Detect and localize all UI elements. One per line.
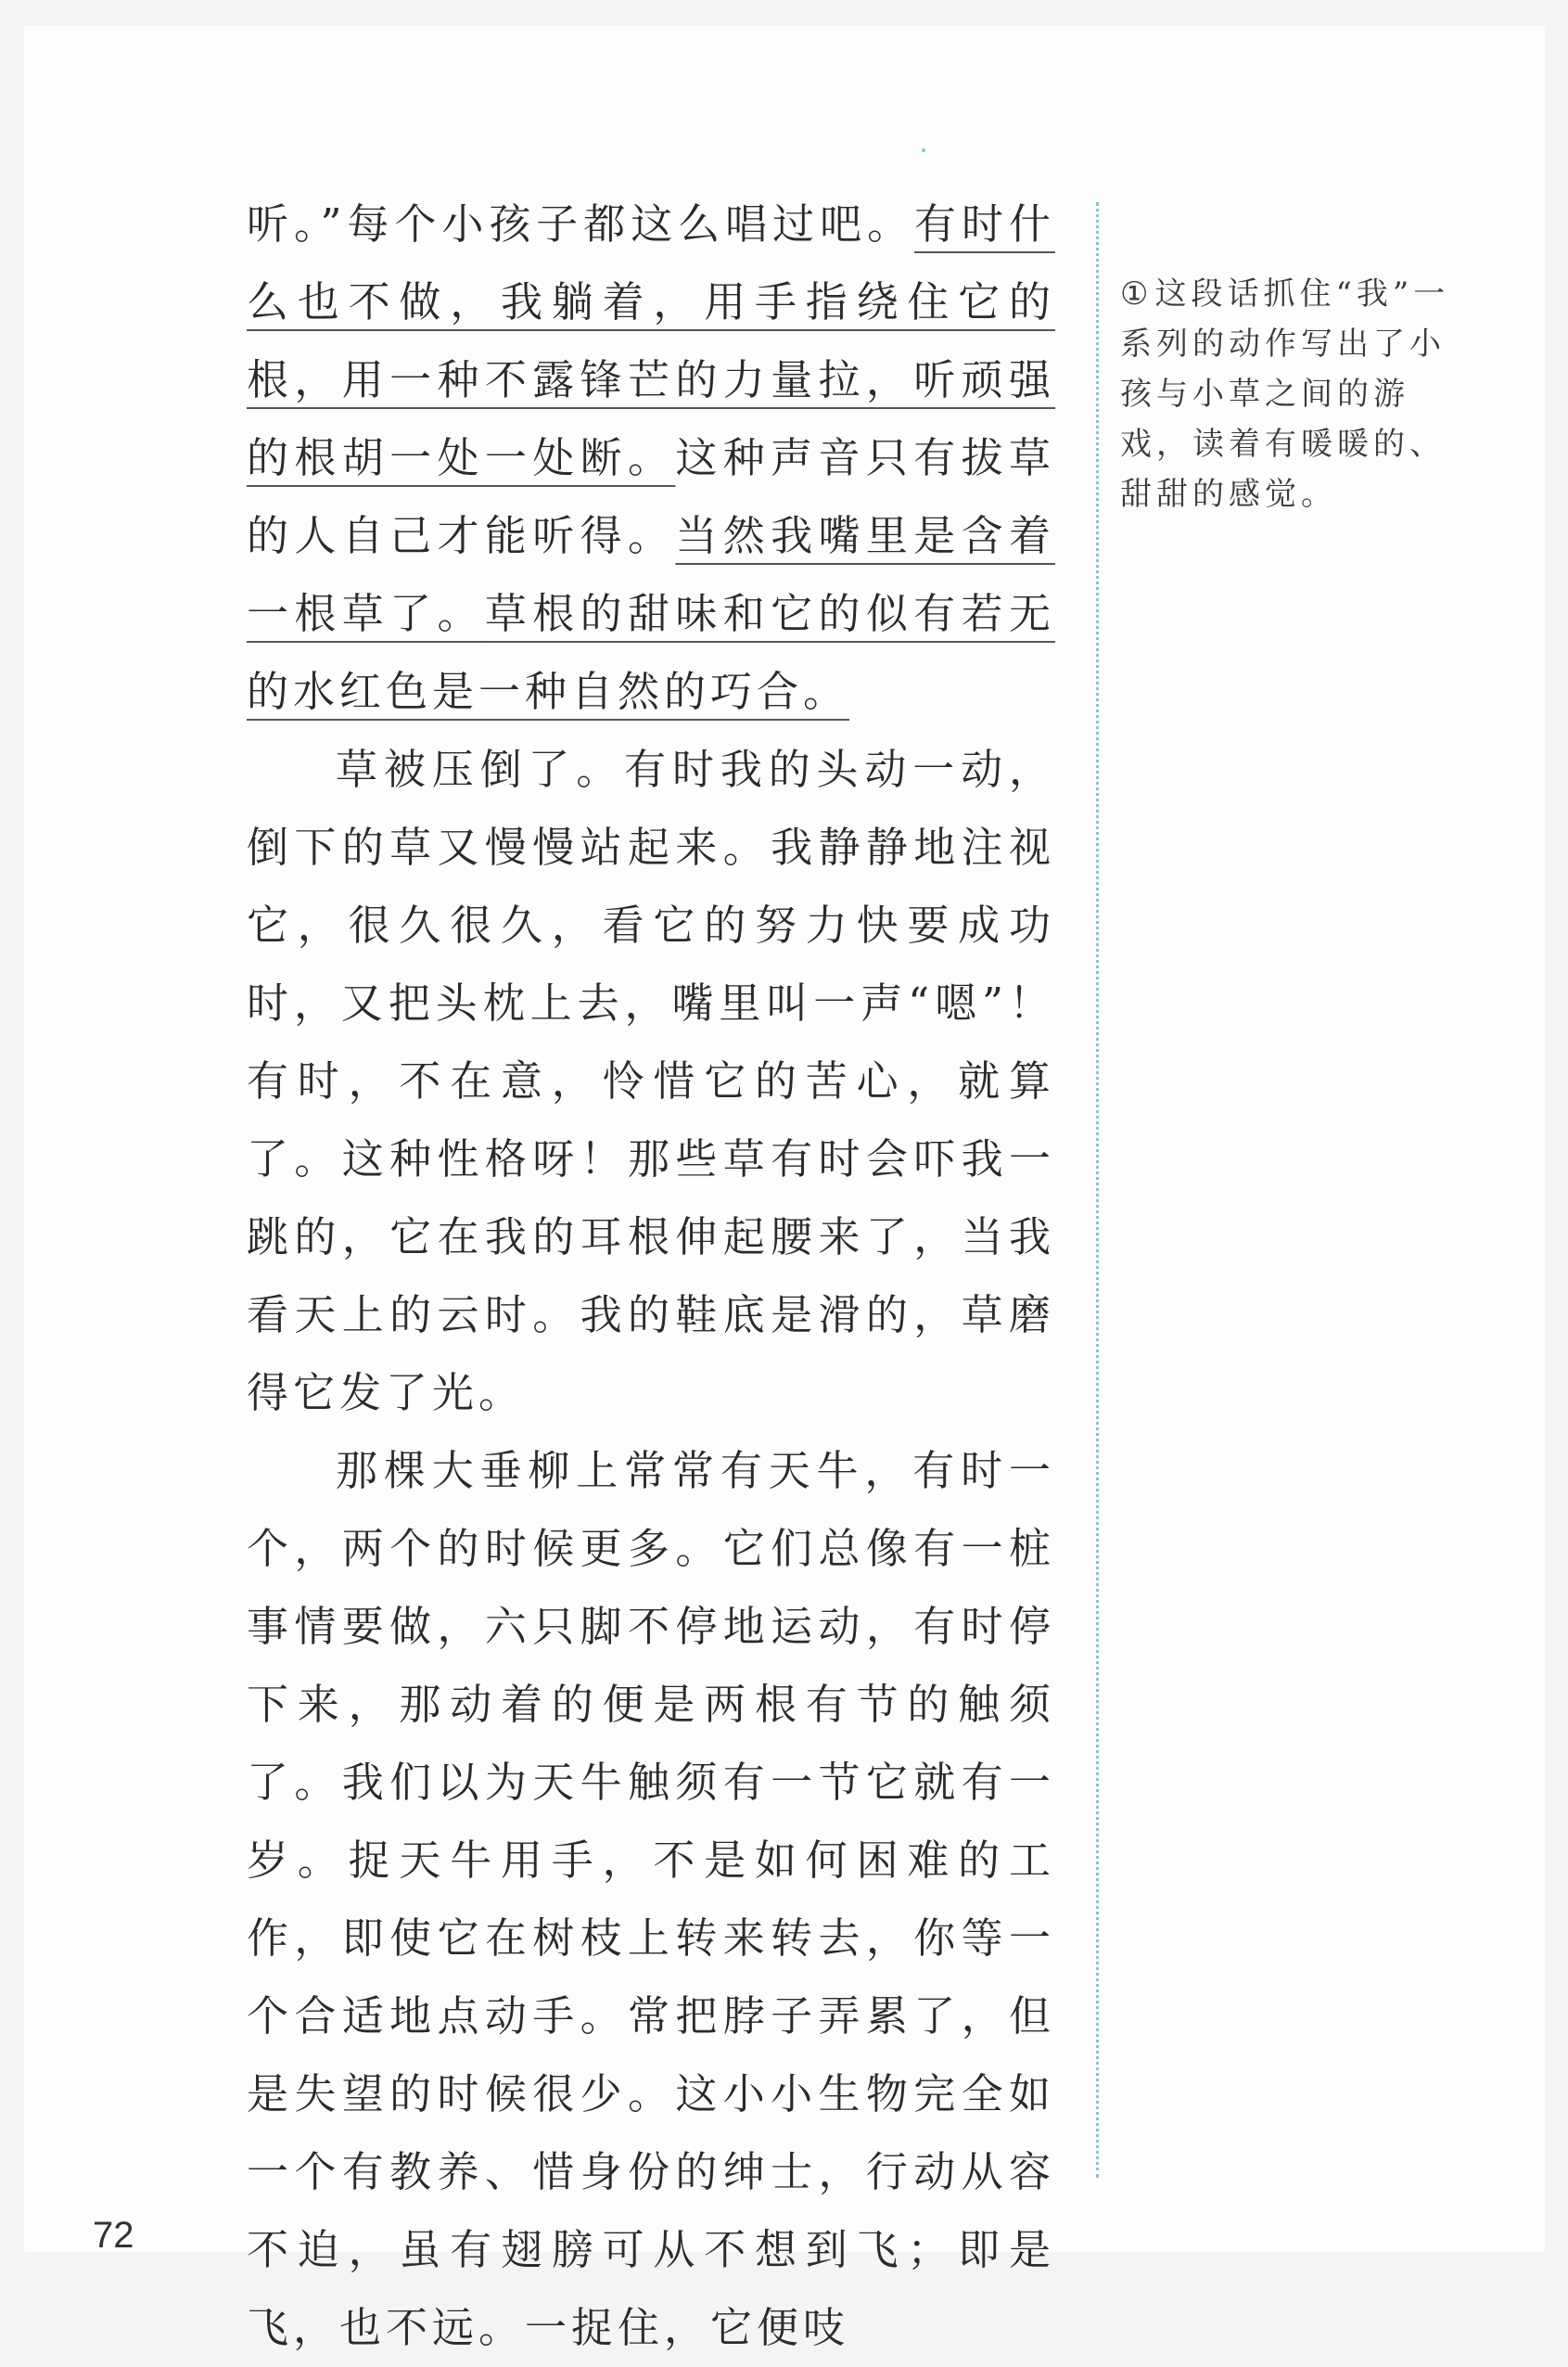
page-number: 72 [93, 2215, 134, 2256]
paragraph-1 [247, 186, 1055, 731]
main-text [247, 186, 1055, 2367]
side-note-text: 这段话抓住“我”一系列的动作写出了小孩与小草之间的游戏，读着有暖暖的、甜甜的感觉。 [1120, 275, 1450, 513]
paragraph-1-start: 听。”每个小孩子都这么唱过吧。 [247, 199, 915, 249]
margin-divider [1096, 202, 1099, 2178]
side-note-number: ① [1120, 275, 1154, 313]
paragraph-1-middle: 这种声音只有拔草的人自己才能听得。 [247, 433, 1055, 560]
paragraph-3: 那棵大垂柳上常常有天牛，有时一个，两个的时候更多。它们总像有一桩事情要做，六只脚不停地运动，有时停下来，那动着的便是两根有节的触须了。我们以为天牛触须有一节它就有一岁。捉天牛用手，不是如何困难的工作，即使它在树枝上转来转去，你等一个合适地点动手。常把脖子弄累了，但是失望的时候很少。这小小生物完全如一个有教养、惜身份的绅士，行动从容不迫，虽有翅膀可从不想到飞；即是飞，也不远。一捉住，它便吱 [247, 1446, 1055, 2352]
paragraph-1-end: 草根的甜味和它的似有若无的水红色是一种自然的巧合。 [247, 589, 1055, 716]
paragraph-2: 草被压倒了。有时我的头动一动，倒下的草又慢慢站起来。我静静地注视它，很久很久，看它的努力快要成功时，又把头枕上去，嘴里叫一声“嗯”！有时，不在意，怜惜它的苦心，就算了。这种性格呀！那些草有时会吓我一跳的，它在我的耳根伸起腰来了，当我看天上的云时。我的鞋底是滑的，草磨得它发了光。 [247, 745, 1055, 1417]
page [24, 26, 1545, 2352]
side-note [1120, 269, 1472, 519]
underlined-passage-1: 有时什么也不做，我躺着，用手指绕住它的根，用一种不露锋芒的力量拉，听顽强的根胡一处一处断。 [247, 199, 1055, 482]
underlined-passage-2: 当然我嘴里是含着一根草了。 [247, 511, 1055, 638]
decorative-dot [922, 148, 925, 152]
